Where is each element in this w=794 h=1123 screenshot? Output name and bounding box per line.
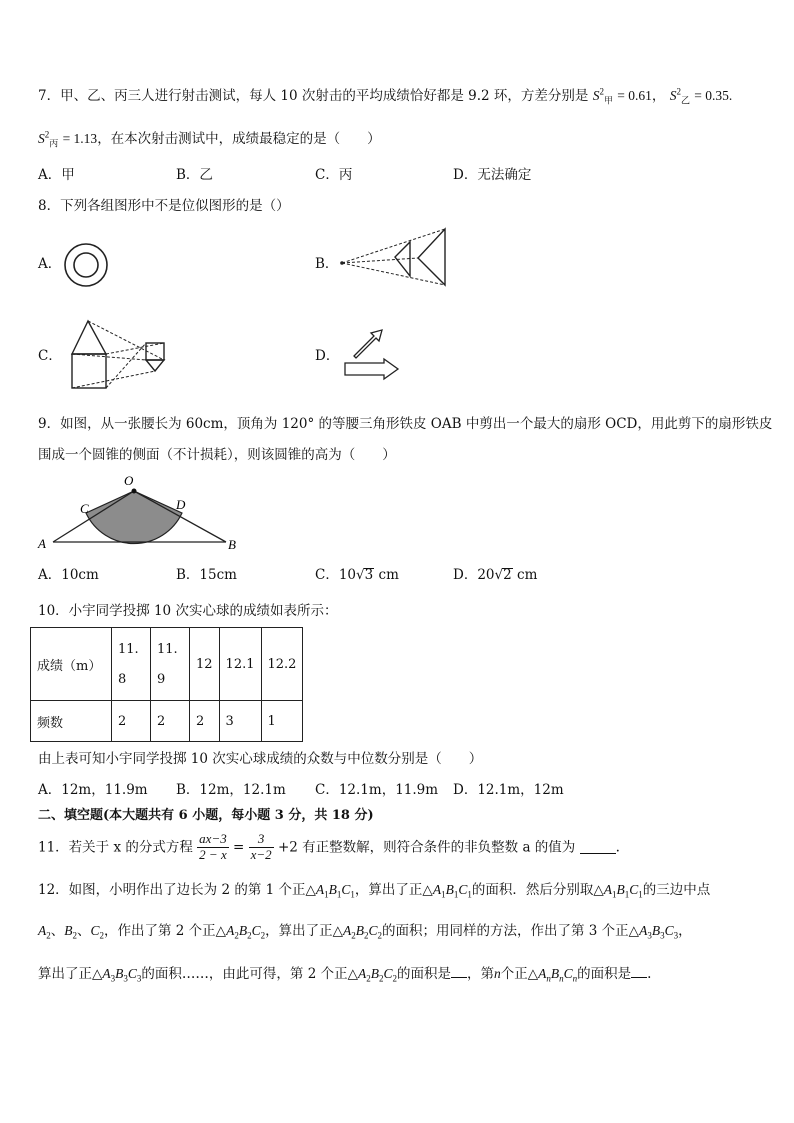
- table-cell: 12.2: [261, 628, 303, 701]
- q11-fraction-right: $\frac{3}{x-2}$: [250, 831, 272, 862]
- q9-label-a: A: [38, 536, 46, 551]
- q10-option-d[interactable]: D．12.1m，12m: [453, 782, 564, 798]
- q12-answer-blank-1[interactable]: [451, 965, 467, 978]
- q11-post: +2 有正整数解，则符合条件的非负整数 a 的值为: [277, 839, 576, 856]
- q8-option-d-label[interactable]: D．: [315, 348, 340, 364]
- q7-option-c[interactable]: C．丙: [315, 167, 353, 183]
- q10-stem: 10．小宇同学投掷 10 次实心球的成绩如表所示：: [38, 603, 338, 619]
- q8-figure-c-house-shapes: [66, 318, 174, 392]
- q10-option-a[interactable]: A．12m，11.9m: [38, 782, 148, 798]
- q7-option-d[interactable]: D．无法确定: [453, 167, 532, 183]
- table-cell: 3: [219, 701, 261, 742]
- q11-answer-blank[interactable]: [580, 841, 616, 854]
- table-cell: 12: [190, 628, 220, 701]
- q10-option-b[interactable]: B．12m，12.1m: [176, 782, 286, 798]
- q9-label-c: C: [80, 501, 89, 516]
- table-cell: 11. 9: [151, 628, 190, 701]
- q7-value-yi: = 0.35.: [694, 88, 733, 103]
- table-header-score: 成绩（m）: [31, 628, 112, 701]
- sqrt-sign-icon: √: [356, 567, 365, 583]
- q12-line3: 算出了正$\triangle A_3B_3C_3$的面积……，由此可得，第 2 个正$\triangle A_2B_2C_2$的面积是 ，第n个正$\triangle A_nB_nC_n$的面积是 .: [38, 966, 652, 984]
- q10-question: 由上表可知小宇同学投掷 10 次实心球成绩的众数与中位数分别是（ ）: [38, 751, 483, 767]
- q7-value-bing: = 1.13: [62, 131, 98, 146]
- q10-option-c[interactable]: C．12.1m，11.9m: [315, 782, 439, 798]
- q12-line2: $A_2$、$B_2$、$C_2$，作出了第 2 个正$\triangle A_2B_2C_2$，算出了正$\triangle A_2B_2C_2$的面积；用同样的方法，作出了第 3 个正$\triangle A_3B_3C_3$，: [38, 923, 692, 941]
- table-cell: 2: [151, 701, 190, 742]
- q8-option-c-label[interactable]: C．: [38, 348, 62, 364]
- q7-option-a[interactable]: A．甲: [38, 167, 75, 183]
- table-cell: 2: [112, 701, 151, 742]
- q9-option-c[interactable]: C．10√3 cm: [315, 567, 399, 583]
- q9-option-b[interactable]: B．15cm: [176, 567, 237, 583]
- q9-figure-sector: [36, 474, 242, 554]
- q9-label-b: B: [228, 537, 236, 552]
- q8-figure-a-concentric-circles: [62, 242, 112, 292]
- q11-pre: 11．若关于 x 的分式方程: [38, 839, 193, 856]
- q9-option-a[interactable]: A．10cm: [38, 567, 99, 583]
- table-row: [31, 628, 303, 701]
- q7-variance-yi: $S^2_乙$: [669, 86, 690, 106]
- q8-option-a-label[interactable]: A．: [38, 256, 62, 272]
- q7-option-b[interactable]: B．乙: [176, 167, 213, 183]
- q9-label-o: O: [124, 473, 134, 488]
- table-cell: 12.1: [219, 628, 261, 701]
- q7-stem-line2: [38, 129, 381, 149]
- q8-figure-d-arrows: [342, 328, 404, 380]
- q7-stem-text: 7．甲、乙、丙三人进行射击测试，每人 10 次射击的平均成绩恰好都是 9.2 环，方差分别是: [38, 88, 589, 104]
- table-cell: 2: [190, 701, 220, 742]
- sqrt-sign-icon: √: [494, 567, 504, 583]
- table-cell: 11. 8: [112, 628, 151, 701]
- section-2-title: 二、填空题(本大题共有 6 小题，每小题 3 分，共 18 分): [38, 808, 374, 823]
- q7-stem-tail: ，在本次射击测试中，成绩最稳定的是（ ）: [97, 131, 381, 147]
- q12-line1: 12．如图，小明作出了边长为 2 的第 1 个正$\triangle A_1B_1C_1$，算出了正$\triangle A_1B_1C_1$的面积．然后分别取$\triangle A_1B_1C_1$的三边中点: [38, 882, 711, 900]
- q9-label-d: D: [176, 497, 186, 512]
- table-header-frequency: 频数: [31, 701, 112, 742]
- q8-stem: 8．下列各组图形中不是位似图形的是（）: [38, 198, 290, 214]
- table-row: [31, 701, 303, 742]
- q8-figure-b-triangles: [338, 228, 450, 288]
- q10-frequency-table: [30, 627, 303, 742]
- q7-variance-jia: $S^2_甲$: [592, 86, 613, 106]
- q7-variance-bing: $S^2_丙$: [38, 129, 59, 149]
- q9-stem-line2: 围成一个圆锥的侧面（不计损耗），则该圆锥的高为（ ）: [38, 447, 396, 463]
- q7-stem-line1: 7．甲、乙、丙三人进行射击测试，每人 10 次射击的平均成绩恰好都是 9.2 环，方差分别是 $S^2_甲 = 0.61$， $S^2_乙 = 0.35$.: [38, 86, 733, 106]
- q12-answer-blank-2[interactable]: [631, 965, 647, 978]
- q7-value-jia: = 0.61: [617, 88, 652, 103]
- q9-option-d[interactable]: D．20√2 cm: [453, 567, 538, 583]
- q11-fraction-left: $\frac{ax-3}{2 - x}$: [199, 831, 227, 862]
- q9-stem-line1: 9．如图，从一张腰长为 60cm，顶角为 120° 的等腰三角形铁皮 OAB 中剪出一个最大的扇形 OCD，用此剪下的扇形铁皮: [38, 416, 773, 432]
- q8-option-b-label[interactable]: B．: [315, 256, 339, 272]
- table-cell: 1: [261, 701, 303, 742]
- q11-line: 11．若关于 x 的分式方程 $\frac{ax-3}{2 - x}$ = $\frac{3}{x-2}$ +2 有正整数解，则符合条件的非负整数 a 的值为 .: [38, 831, 620, 862]
